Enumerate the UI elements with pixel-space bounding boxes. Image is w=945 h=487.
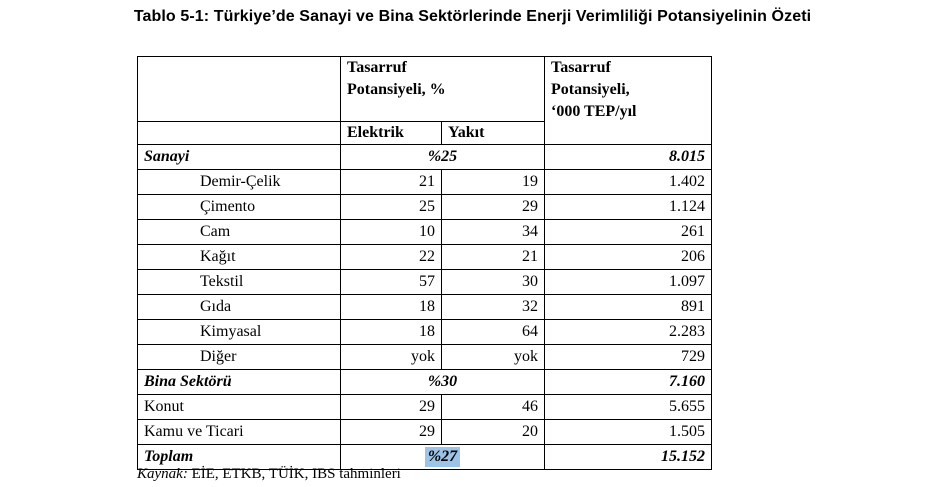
header-potential-percent-line1: Tasarruf — [347, 59, 407, 76]
row-label: Kimyasal — [138, 320, 341, 345]
row-tep: 891 — [545, 295, 712, 320]
row-yakit: 46 — [442, 395, 545, 420]
table-caption: Tablo 5-1: Türkiye’de Sanayi ve Bina Sektörlerinde Enerji Verimliliği Potansiyelinin Özeti — [133, 8, 812, 25]
row-label: Kağıt — [138, 245, 341, 270]
table-row — [138, 345, 712, 370]
row-elektrik: 29 — [341, 420, 442, 445]
table-row — [138, 220, 712, 245]
row-yakit: 29 — [442, 195, 545, 220]
row-yakit: 20 — [442, 420, 545, 445]
row-yakit: 34 — [442, 220, 545, 245]
subheader-elektrik: Elektrik — [341, 122, 442, 145]
header-potential-tep-line1: Tasarruf — [551, 59, 611, 76]
row-label: Kamu ve Ticari — [138, 420, 341, 445]
row-tep: 261 — [545, 220, 712, 245]
table-row — [138, 170, 712, 195]
header-potential-tep-line3: ‘000 TEP/yıl — [551, 103, 637, 120]
subheader-empty-cell — [138, 122, 341, 145]
row-yakit: 64 — [442, 320, 545, 345]
row-tep: 5.655 — [545, 395, 712, 420]
row-elektrik: 25 — [341, 195, 442, 220]
section-name: Sanayi — [138, 145, 341, 170]
row-label: Diğer — [138, 345, 341, 370]
table-row — [138, 395, 712, 420]
row-label: Cam — [138, 220, 341, 245]
section-percent: %25 — [341, 145, 545, 170]
row-elektrik: 57 — [341, 270, 442, 295]
row-elektrik: 18 — [341, 295, 442, 320]
total-percent-highlight: %27 — [425, 447, 460, 467]
header-potential-percent — [341, 57, 545, 122]
energy-efficiency-table — [137, 56, 712, 470]
header-empty-cell — [138, 57, 341, 122]
section-row — [138, 145, 712, 170]
row-elektrik: 21 — [341, 170, 442, 195]
subheader-yakit: Yakıt — [442, 122, 545, 145]
row-elektrik: 18 — [341, 320, 442, 345]
row-tep: 1.124 — [545, 195, 712, 220]
table-row — [138, 245, 712, 270]
row-yakit: 21 — [442, 245, 545, 270]
table-row — [138, 295, 712, 320]
table-row — [138, 195, 712, 220]
header-potential-tep-line2: Potansiyeli, — [551, 81, 630, 98]
total-label: Toplam — [138, 445, 341, 470]
table-row — [138, 420, 712, 445]
row-elektrik: 22 — [341, 245, 442, 270]
row-yakit: 32 — [442, 295, 545, 320]
row-tep: 206 — [545, 245, 712, 270]
table-body — [138, 145, 712, 470]
total-tep: 15.152 — [545, 445, 712, 470]
row-yakit: 19 — [442, 170, 545, 195]
row-elektrik: 10 — [341, 220, 442, 245]
table-row — [138, 270, 712, 295]
section-tep: 7.160 — [545, 370, 712, 395]
row-tep: 1.505 — [545, 420, 712, 445]
row-label: Demir-Çelik — [138, 170, 341, 195]
section-row — [138, 370, 712, 395]
header-row — [138, 57, 712, 122]
header-potential-tep — [545, 57, 712, 145]
row-label: Tekstil — [138, 270, 341, 295]
row-tep: 2.283 — [545, 320, 712, 345]
row-yakit: 30 — [442, 270, 545, 295]
row-yakit: yok — [442, 345, 545, 370]
row-tep: 729 — [545, 345, 712, 370]
row-label: Konut — [138, 395, 341, 420]
table-row — [138, 320, 712, 345]
source-note — [137, 466, 401, 483]
source-text: EİE, ETKB, TÜİK, IBS tahminleri — [187, 466, 401, 482]
row-elektrik: 29 — [341, 395, 442, 420]
section-percent: %30 — [341, 370, 545, 395]
row-tep: 1.402 — [545, 170, 712, 195]
section-name: Bina Sektörü — [138, 370, 341, 395]
row-label: Gıda — [138, 295, 341, 320]
row-label: Çimento — [138, 195, 341, 220]
row-tep: 1.097 — [545, 270, 712, 295]
header-potential-percent-line2: Potansiyeli, % — [347, 81, 446, 98]
section-tep: 8.015 — [545, 145, 712, 170]
row-elektrik: yok — [341, 345, 442, 370]
source-label: Kaynak: — [137, 466, 188, 482]
